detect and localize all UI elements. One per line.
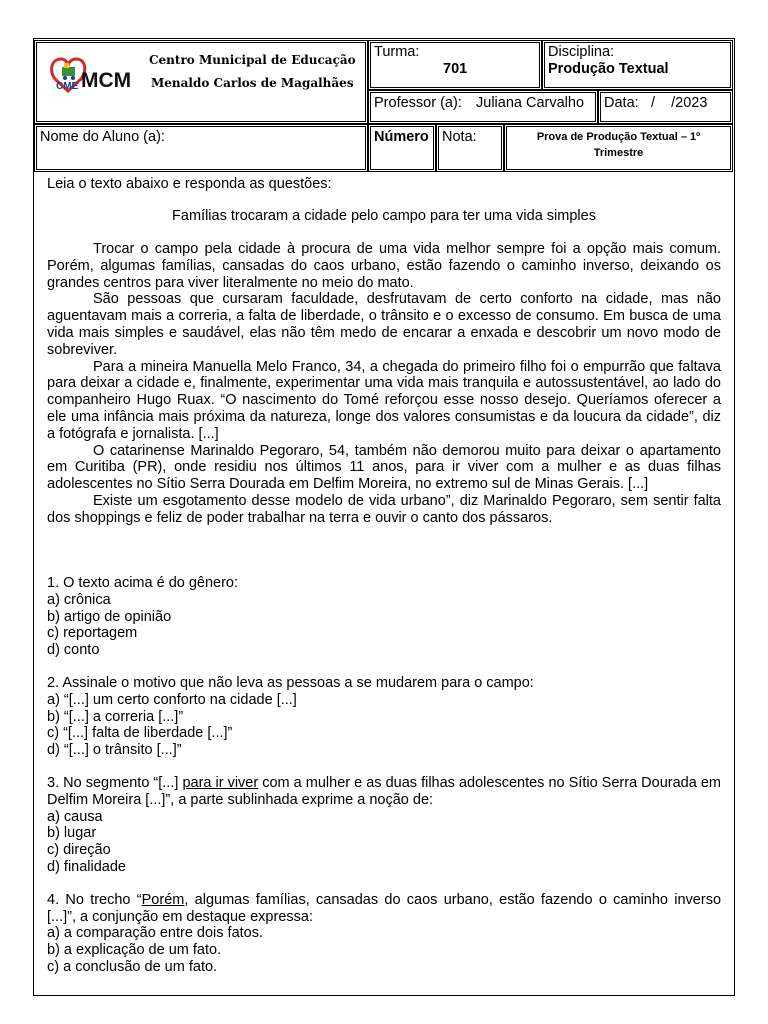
question-4 [47,892,721,976]
answer-option[interactable]: b) artigo de opinião [47,608,172,625]
student-number-cell[interactable] [368,124,436,172]
instruction: Leia o texto abaixo e responda as questões: [47,176,332,192]
school-name-line2: Menaldo Carlos de Magalhães [151,76,354,90]
grade-cell[interactable] [436,124,504,172]
question-1 [47,575,721,659]
answer-option[interactable]: d) conto [47,642,100,659]
answer-option[interactable]: b) “[...] a correria [...]” [47,708,184,725]
school-name-line1: Centro Municipal de Educação [149,53,356,67]
question-3 [47,775,721,876]
stem-text: , algumas famílias, cansadas do caos urbano, estão fazendo o caminho inverso [...]”, a conjunção em destaque expressa: [47,891,722,925]
answer-option[interactable]: a) crônica [47,591,111,608]
data-label: Data: [604,95,639,111]
article-paragraph: Trocar o campo pela cidade à procura de uma vida melhor sempre foi a opção mais comum. Porém, algumas famílias, cansadas do caos urbano, estão fazendo o caminho inverso, deixando os grandes centros para viver literalmente no meio do mato. [47,241,721,291]
disciplina-cell [542,40,733,90]
article-paragraph: São pessoas que cursaram faculdade, desfrutavam de certo conforto na cidade, mas não aguentavam mais a correria, a falta de liberdade, o trânsito e o excesso de consumo. Em busca de uma vida mais simples e saudável, elas não têm medo de encarar a enxada e descobrir um novo modo de sobreviver. [47,291,721,358]
answer-option[interactable]: d) “[...] o trânsito [...]” [47,742,182,759]
data-value[interactable]: / /2023 [651,95,708,111]
disciplina-value: Produção Textual [548,61,669,77]
underlined-segment: para ir viver [182,774,259,791]
answer-option[interactable]: a) “[...] um certo conforto na cidade [...] [47,691,297,708]
underlined-segment: Porém [141,891,185,908]
questions-section [47,575,721,992]
professor-value: Juliana Carvalho [476,95,585,111]
data-cell [598,90,733,124]
answer-option[interactable]: b) lugar [47,825,97,842]
svg-text:CME: CME [56,81,79,92]
exam-title-cell [504,124,733,172]
answer-option[interactable]: c) a conclusão de um fato. [47,958,218,975]
answer-option[interactable]: c) direção [47,842,111,859]
question-stem [47,892,721,926]
disciplina-label: Disciplina: [548,44,615,60]
student-number-label: Número [374,129,429,145]
answer-option[interactable]: b) a explicação de um fato. [47,942,222,959]
stem-text: 4. No trecho “ [47,891,142,908]
exam-title: Prova de Produção Textual – 1º Trimestre [536,131,701,159]
answer-option[interactable]: d) finalidade [47,858,126,875]
turma-cell [368,40,542,90]
stem-text: com a mulher e as duas filhas adolescentes no Sítio Serra Dourada em Delfim Moreira [...]”, a parte sublinhada exprime a noção de: [47,774,721,808]
article-paragraph: Existe um esgotamento desse modelo de vida urbano”, diz Marinaldo Pegoraro, sem sentir falta dos shoppings e feliz de poder trabalhar na terra e ouvir o canto dos pássaros. [47,492,721,526]
article-title: Famílias trocaram a cidade pelo campo para ter uma vida simples [172,208,596,224]
article-paragraph: Para a mineira Manuella Melo Franco, 34, a chegada do primeiro filho foi o empurrão que faltava para deixar a cidade e, finalmente, experimentar uma vida mais tranquila e autossustentável, ao lado do companheiro Hugo Ruax. “O nascimento do Tomé reforçou esse nosso desejo. Queríamos oferecer a ele uma infância mais próxima da natureza, longe dos valores consumistas e da loucura da cidade”, diz a fotógrafa e jornalista. [...] [47,358,721,442]
question-stem: 1. O texto acima é do gênero: [47,575,239,591]
article-paragraph: O catarinense Marinaldo Pegoraro, 54, também não demorou muito para deixar o apartamento em Curitiba (PR), onde residiu nos últimos 11 anos, para ir viver com a mulher e as duas filhas adolescentes no Sítio Serra Dourada em Delfim Moreira, no extremo sul de Minas Gerais. [...] [47,442,721,493]
question-stem [47,775,721,809]
school-logo [47,53,137,93]
answer-option[interactable]: a) a comparação entre dois fatos. [47,925,264,942]
professor-label: Professor (a): [374,95,462,111]
turma-label: Turma: [374,44,420,60]
stem-text: 3. No segmento “[...] [47,774,183,791]
school-header [34,40,368,124]
turma-value: 701 [443,61,468,77]
answer-option[interactable]: c) “[...] falta de liberdade [...]” [47,725,233,742]
professor-cell [368,90,598,124]
question-2 [47,675,721,759]
answer-option[interactable]: a) causa [47,808,103,825]
student-name-cell[interactable] [34,124,368,172]
svg-text:MCM: MCM [81,69,132,92]
question-stem: 2. Assinale o motivo que não leva as pessoas a se mudarem para o campo: [47,674,534,691]
answer-option[interactable]: c) reportagem [47,625,138,642]
grade-label: Nota: [442,129,477,145]
student-name-label: Nome do Aluno (a): [40,129,165,145]
reading-section [47,176,721,527]
